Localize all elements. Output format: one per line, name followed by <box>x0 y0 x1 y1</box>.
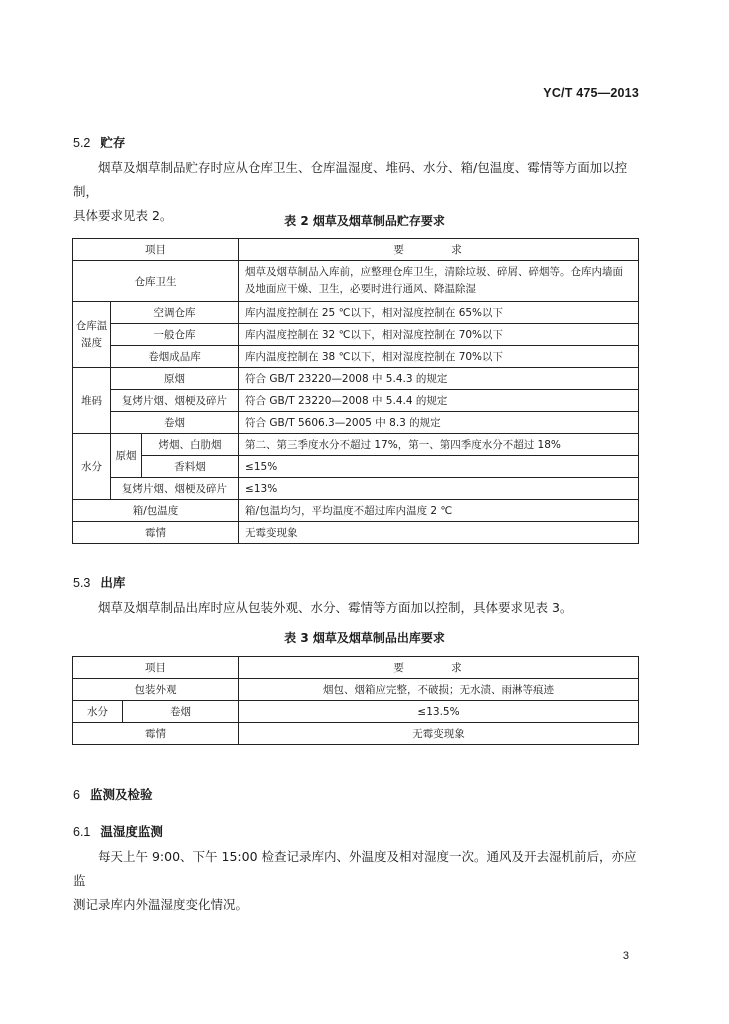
table-cell: 仓库卫生 <box>73 261 239 302</box>
paragraph-line: 烟草及烟草制品贮存时应从仓库卫生、仓库温湿度、堆码、水分、箱/包温度、霉情等方面加以控制， <box>73 160 628 199</box>
section-title: 出库 <box>100 575 126 590</box>
table-cell: 一般仓库 <box>111 324 239 346</box>
table-cell: 库内温度控制在 25 ℃以下，相对湿度控制在 65%以下 <box>239 302 639 324</box>
table-row <box>73 368 639 390</box>
table-cell: 原烟 <box>111 368 239 390</box>
table-2-caption: 表 2 烟草及烟草制品贮存要求 <box>284 214 445 228</box>
table-row <box>73 657 639 679</box>
table-row <box>73 412 639 434</box>
table-cell: 箱/包温均匀，平均温度不超过库内温度 2 ℃ <box>239 500 639 522</box>
section-heading-5-3 <box>73 573 125 591</box>
section-title: 贮存 <box>100 135 126 150</box>
paragraph-6-1 <box>73 845 641 917</box>
table-row <box>73 478 639 500</box>
table-cell: ≤13% <box>239 478 639 500</box>
table-row <box>73 434 639 456</box>
table-cell: 库内温度控制在 32 ℃以下，相对湿度控制在 70%以下 <box>239 324 639 346</box>
table-cell: 无霉变现象 <box>239 723 639 745</box>
table-cell: 符合 GB/T 23220—2008 中 5.4.4 的规定 <box>239 390 639 412</box>
section-number: 6.1 <box>73 825 91 839</box>
header-text: 要 求 <box>393 662 484 674</box>
table-cell: 香料烟 <box>142 456 239 478</box>
paragraph-line: 每天上午 9:00、下午 15:00 检查记录库内、外温度及相对湿度一次。通风及开去湿机前后，亦应监 <box>73 849 637 888</box>
table-row <box>73 390 639 412</box>
table-cell: 烟草及烟草制品入库前，应整理仓库卫生，清除垃圾、碎屑、碎烟等。仓库内墙面及地面应干燥、卫生，必要时进行通风、降温除湿 <box>239 261 639 302</box>
table-cell: 堆码 <box>73 368 111 434</box>
table-cell: 符合 GB/T 5606.3—2005 中 8.3 的规定 <box>239 412 639 434</box>
table-row <box>73 701 639 723</box>
table-row <box>73 324 639 346</box>
section-heading-6-1 <box>73 822 163 840</box>
table-2-storage-requirements <box>72 238 639 544</box>
section-title: 监测及检验 <box>89 787 153 802</box>
section-number: 6 <box>73 788 80 802</box>
table-row <box>73 522 639 544</box>
table-cell: 原烟 <box>111 434 142 478</box>
table-3-caption: 表 3 烟草及烟草制品出库要求 <box>284 631 445 645</box>
table-cell: 无霉变现象 <box>239 522 639 544</box>
table-cell: 卷烟 <box>111 412 239 434</box>
paragraph-line: 具体要求见表 2。 <box>73 208 173 223</box>
table-cell: 水分 <box>73 701 123 723</box>
table-header-cell <box>239 239 639 261</box>
header-text: 要 求 <box>393 244 484 256</box>
table-cell: ≤13.5% <box>239 701 639 723</box>
table-cell: 包装外观 <box>73 679 239 701</box>
table-cell: 复烤片烟、烟梗及碎片 <box>111 478 239 500</box>
table-row <box>73 679 639 701</box>
table-header-cell <box>239 657 639 679</box>
table-cell: 水分 <box>73 434 111 500</box>
table-row <box>73 261 639 302</box>
section-heading-5-2 <box>73 133 125 151</box>
section-title: 温湿度监测 <box>100 824 163 839</box>
table-cell: 符合 GB/T 23220—2008 中 5.4.3 的规定 <box>239 368 639 390</box>
table-cell: 卷烟 <box>123 701 239 723</box>
page-number: 3 <box>622 950 629 962</box>
table-3-outbound-requirements <box>72 656 639 745</box>
table-cell: 第二、第三季度水分不超过 17%，第一、第四季度水分不超过 18% <box>239 434 639 456</box>
table-row <box>73 723 639 745</box>
paragraph-5-3: 烟草及烟草制品出库时应从包装外观、水分、霉情等方面加以控制，具体要求见表 3。 <box>98 600 573 615</box>
section-number: 5.3 <box>73 576 91 590</box>
table-row <box>73 346 639 368</box>
table-cell: 烟包、烟箱应完整，不破损；无水渍、雨淋等痕迹 <box>239 679 639 701</box>
table-row <box>73 239 639 261</box>
table-cell: 箱/包温度 <box>73 500 239 522</box>
table-cell: 卷烟成品库 <box>111 346 239 368</box>
table-header-cell: 项目 <box>73 239 239 261</box>
table-header-cell: 项目 <box>73 657 239 679</box>
document-code: YC/T 475—2013 <box>543 86 639 100</box>
table-cell: 仓库温湿度 <box>73 302 111 368</box>
section-heading-6 <box>73 785 152 803</box>
table-row <box>73 500 639 522</box>
table-row <box>73 456 639 478</box>
section-number: 5.2 <box>73 136 91 150</box>
table-cell: 空调仓库 <box>111 302 239 324</box>
table-cell: 烤烟、白肋烟 <box>142 434 239 456</box>
table-cell: 复烤片烟、烟梗及碎片 <box>111 390 239 412</box>
table-cell: 霉情 <box>73 723 239 745</box>
table-cell: 库内温度控制在 38 ℃以下，相对湿度控制在 70%以下 <box>239 346 639 368</box>
table-cell: 霉情 <box>73 522 239 544</box>
paragraph-line: 测记录库内外温湿度变化情况。 <box>73 897 249 912</box>
table-cell: ≤15% <box>239 456 639 478</box>
table-row <box>73 302 639 324</box>
